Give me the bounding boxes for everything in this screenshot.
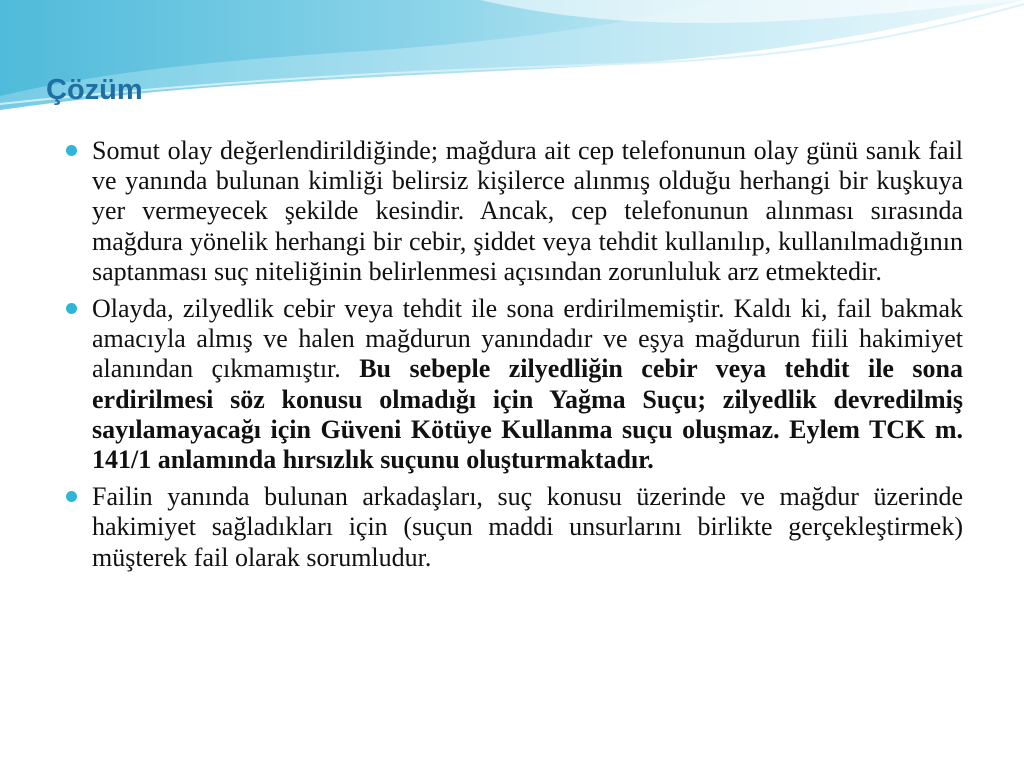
- bullet-text: Somut olay değerlendirildiğinde; mağdura ait cep telefonunun olay günü sanık fail ve yanında bulunan kimliği belirsiz kişilerce alınmış olduğu herhangi bir kuşkuya yer vermeyecek şekilde kesindir. Ancak, cep telefonunun alınması sırasında mağdura yönelik herhangi bir cebir, şiddet veya tehdit kullanılıp, kullanılmadığının saptanması suç niteliğinin belirlenmesi açısından zorunluluk arz etmektedir.: [92, 136, 963, 286]
- list-item: [66, 136, 963, 287]
- list-item: [66, 482, 963, 573]
- bullet-bold-text: Bu sebeple zilyedliğin cebir veya tehdit ile sona erdirilmesi söz konusu olmadığı için Yağma Suçu; zilyedlik devredilmiş sayılamayacağı için Güveni Kötüye Kullanma suçu oluşmaz. Eylem TCK m. 141/1 anlamında hırsızlık suçunu oluşturmaktadır.: [92, 354, 963, 475]
- slide-title: Çözüm: [46, 74, 143, 106]
- bullet-text: Failin yanında bulunan arkadaşları, suç konusu üzerinde ve mağdur üzerinde hakimiyet sağladıkları için (suçun maddi unsurlarını birlikte gerçekleştirmek) müşterek fail olarak sorumludur.: [92, 482, 963, 572]
- bullet-list: [66, 136, 963, 580]
- list-item: [66, 294, 963, 475]
- header-wave-decoration: [0, 0, 1024, 120]
- bullet-dot-icon: [66, 303, 77, 314]
- bullet-dot-icon: [66, 145, 77, 156]
- bullet-text: Olayda, zilyedlik cebir veya tehdit ile sona erdirilmemiştir. Kaldı ki, fail bakmak amacıyla almış ve halen mağdurun yanındadır ve eşya mağdurun fiili hakimiyet alanından çıkmamıştır.: [92, 294, 963, 384]
- bullet-dot-icon: [66, 491, 77, 502]
